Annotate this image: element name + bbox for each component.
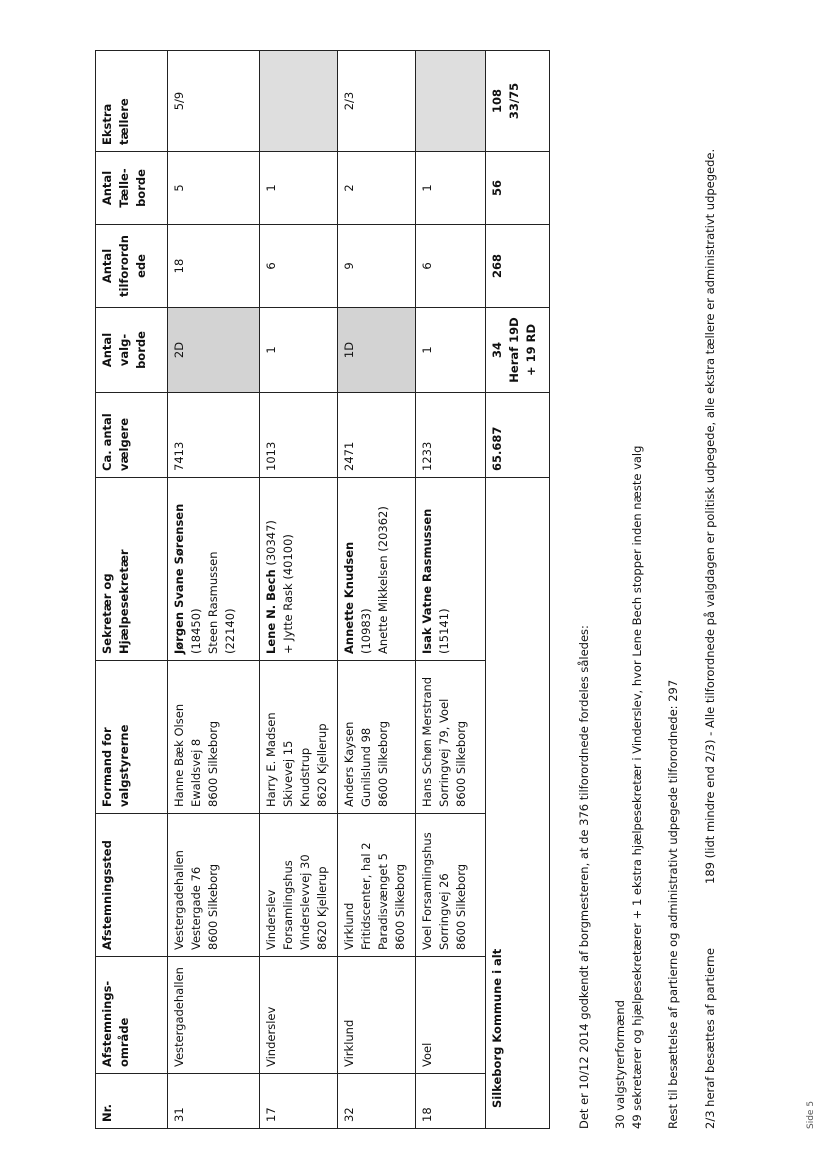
total-taelleborde: 56 [486,152,550,225]
cell-vaelgere: 7413 [168,393,260,478]
total-valgborde: 34 Heraf 19D + 19 RD [486,308,550,393]
header-formand: Formand for valgstyrerne [96,661,168,814]
cell-vaelgere: 2471 [338,393,416,478]
header-sted: Afstemningssted [96,814,168,957]
header-omraade: Afstemnings- område [96,957,168,1074]
total-tilforordnede: 268 [486,225,550,308]
total-ekstra: 108 33/75 [486,51,550,152]
cell-sekretaer: Annette Knudsen (10983) Anette Mikkelsen (20362) [338,478,416,661]
page-number: Side 5 [806,1100,816,1129]
cell-tilforordnede: 6 [260,225,338,308]
cell-omraade: Virklund [338,957,416,1074]
cell-omraade: Voel [416,957,486,1074]
cell-tilforordnede: 18 [168,225,260,308]
note-formaend: 30 valgstyrerformænd [613,1000,627,1129]
cell-sekretaer: Lene N. Bech (30347) + Jytte Rask (40100) [260,478,338,661]
cell-taelleborde: 1 [260,152,338,225]
total-label: Silkeborg Kommune i alt [486,478,550,1129]
cell-sekretaer: Jørgen Svane Sørensen (18450) Steen Rasmussen (22140) [168,478,260,661]
cell-nr: 17 [260,1074,338,1129]
cell-taelleborde: 5 [168,152,260,225]
cell-ekstra [416,51,486,152]
cell-valgborde: 1D [338,308,416,393]
note-rest: Rest til besættelse af partierne og administrativt udpegede tilforordnede: 297 [666,679,680,1129]
cell-formand: Anders Kaysen Gunilslund 98 8600 Silkeborg [338,661,416,814]
cell-tilforordnede: 9 [338,225,416,308]
table-row [168,51,260,1129]
total-row [486,51,550,1129]
cell-formand: Hans Schøn Merstrand Sorringvej 79, Voel 8600 Silkeborg [416,661,486,814]
polling-stations-table [95,50,550,1129]
cell-nr: 32 [338,1074,416,1129]
cell-ekstra: 5/9 [168,51,260,152]
cell-taelleborde: 2 [338,152,416,225]
cell-valgborde: 2D [168,308,260,393]
cell-sted: Vestergadehallen Vestergade 76 8600 Silkeborg [168,814,260,957]
table-row [338,51,416,1129]
cell-sted: Virklund Fritidscenter, hal 2 Paradisvænget 5 8600 Silkeborg [338,814,416,957]
cell-tilforordnede: 6 [416,225,486,308]
header-ekstra: Ekstra tællere [96,51,168,152]
cell-nr: 18 [416,1074,486,1129]
note-partierne-label: 2/3 heraf besættes af partierne [703,948,717,1129]
cell-ekstra [260,51,338,152]
cell-formand: Harry E. Madsen Skivevej 15 Knudstrup 8620 Kjellerup [260,661,338,814]
cell-omraade: Vestergadehallen [168,957,260,1074]
header-tilforordnede: Antal tilforordn ede [96,225,168,308]
cell-valgborde: 1 [260,308,338,393]
note-approval: Det er 10/12 2014 godkendt af borgmesteren, at de 376 tilforordnede fordeles således: [577,625,591,1129]
cell-ekstra: 2/3 [338,51,416,152]
cell-vaelgere: 1233 [416,393,486,478]
header-taelleborde: Antal Tælle- borde [96,152,168,225]
header-vaelgere: Ca. antal vælgere [96,393,168,478]
table-row [260,51,338,1129]
note-partierne-value: 189 (lidt mindre end 2/3) - Alle tilforordnede på valgdagen er politisk udpegede, alle ekstra tællere er administrativt udpegede. [703,148,717,884]
cell-omraade: Vinderslev [260,957,338,1074]
cell-sekretaer: Isak Vatne Rasmussen (15141) [416,478,486,661]
cell-sted: Voel Forsamlingshus Sorringvej 26 8600 Silkeborg [416,814,486,957]
note-sekretaerer: 49 sekretærer og hjælpesekretærer + 1 ekstra hjælpesekretær i Vinderslev, hvor Lene Bech stopper inden næste valg [630,445,644,1129]
cell-sted: Vinderslev Forsamlingshus Vinderslevvej 30 8620 Kjellerup [260,814,338,957]
cell-taelleborde: 1 [416,152,486,225]
cell-formand: Hanne Bæk Olsen Ewaldsvej 8 8600 Silkeborg [168,661,260,814]
table-row [416,51,486,1129]
header-nr: Nr. [96,1074,168,1129]
cell-valgborde: 1 [416,308,486,393]
total-vaelgere: 65.687 [486,393,550,478]
table-header-row [96,51,168,1129]
cell-nr: 31 [168,1074,260,1129]
cell-vaelgere: 1013 [260,393,338,478]
header-sekretaer: Sekretær og Hjælpesekretær [96,478,168,661]
header-valgborde: Antal valg- borde [96,308,168,393]
